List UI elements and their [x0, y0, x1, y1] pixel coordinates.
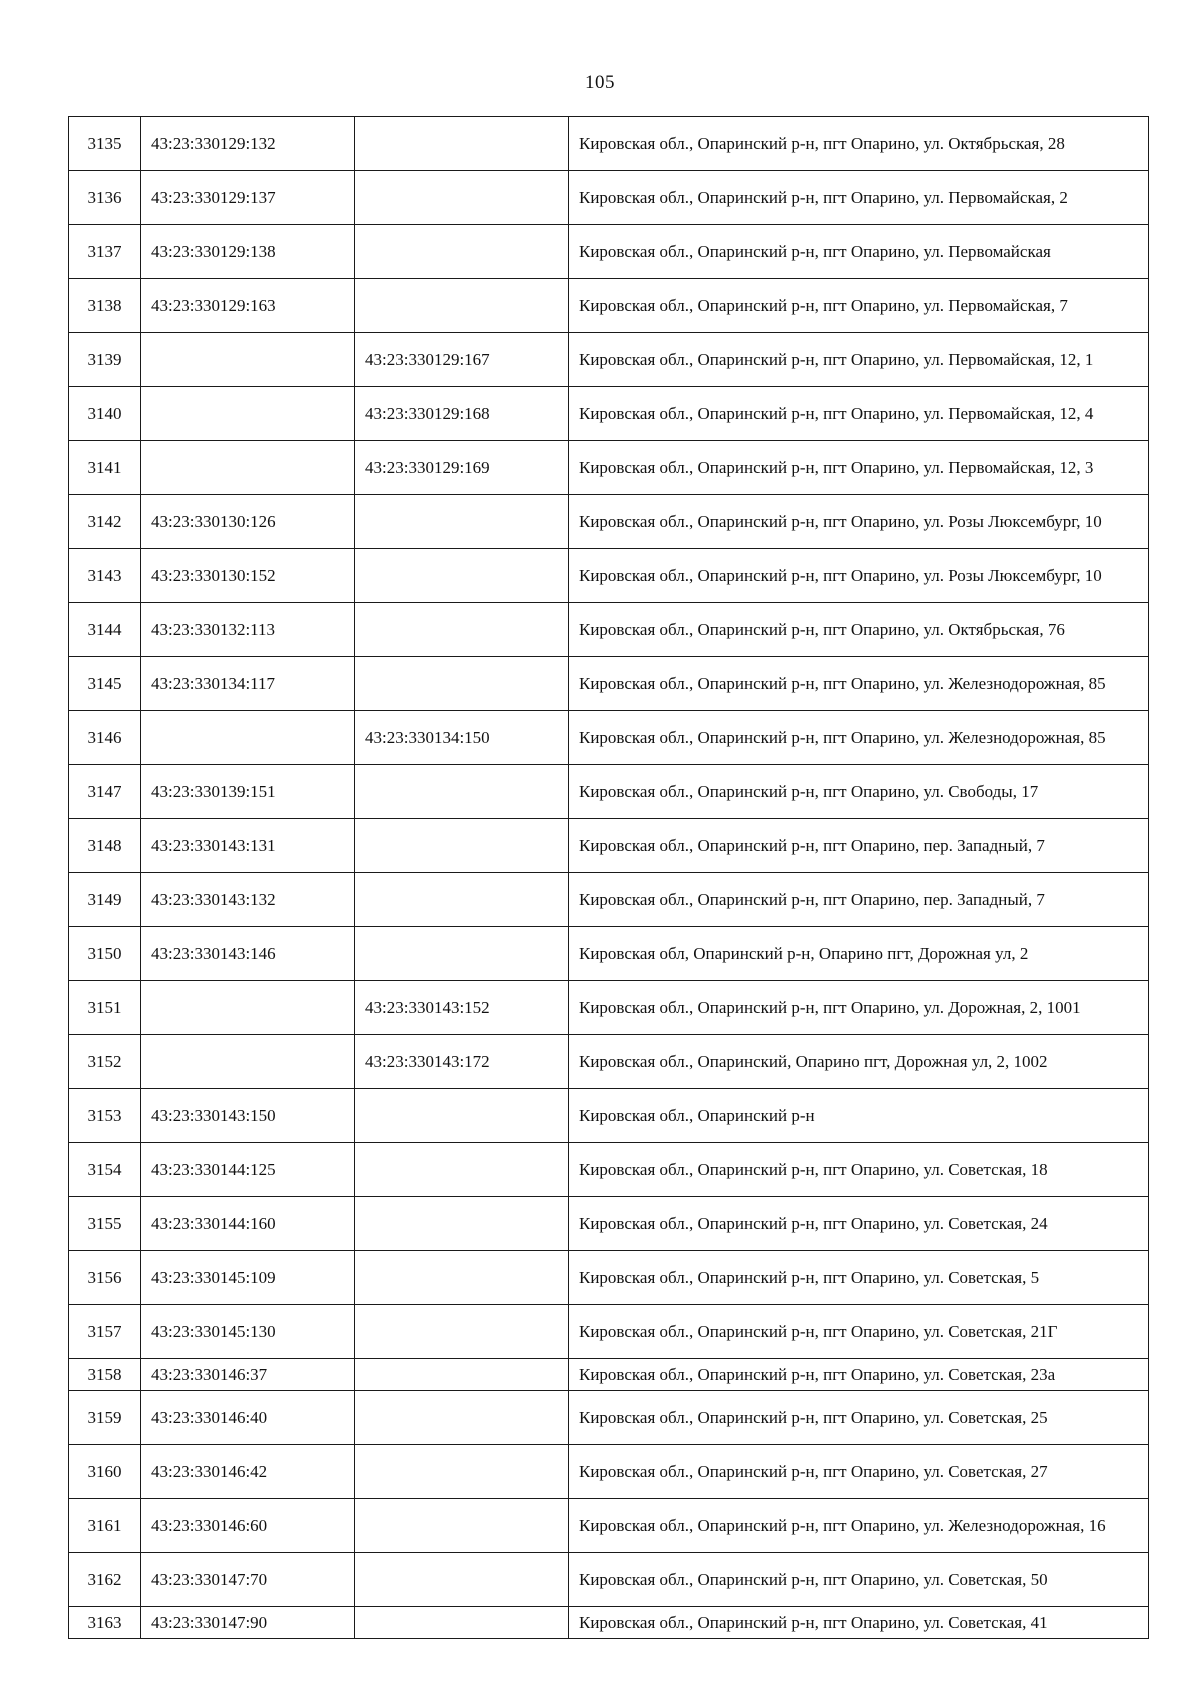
object-cadastral-number-cell — [355, 1445, 569, 1499]
table-row — [69, 1553, 1149, 1607]
row-number-cell: 3161 — [69, 1499, 141, 1553]
row-number-cell: 3136 — [69, 171, 141, 225]
cadastral-number-cell — [141, 711, 355, 765]
cadastral-number-cell: 43:23:330146:40 — [141, 1391, 355, 1445]
object-cadastral-number-cell — [355, 279, 569, 333]
row-number-cell: 3148 — [69, 819, 141, 873]
object-cadastral-number-cell — [355, 765, 569, 819]
row-number-cell: 3159 — [69, 1391, 141, 1445]
cadastral-number-cell: 43:23:330143:132 — [141, 873, 355, 927]
address-cell: Кировская обл., Опаринский, Опарино пгт, Дорожная ул, 2, 1002 — [569, 1035, 1149, 1089]
cadastral-number-cell: 43:23:330144:160 — [141, 1197, 355, 1251]
table-row — [69, 1143, 1149, 1197]
address-cell: Кировская обл., Опаринский р-н, пгт Опарино, пер. Западный, 7 — [569, 873, 1149, 927]
row-number-cell: 3142 — [69, 495, 141, 549]
address-cell: Кировская обл., Опаринский р-н, пгт Опарино, ул. Железнодорожная, 16 — [569, 1499, 1149, 1553]
row-number-cell: 3157 — [69, 1305, 141, 1359]
address-cell: Кировская обл., Опаринский р-н, пгт Опарино, ул. Октябрьская, 76 — [569, 603, 1149, 657]
row-number-cell: 3158 — [69, 1359, 141, 1391]
address-cell: Кировская обл., Опаринский р-н, пгт Опарино, ул. Советская, 24 — [569, 1197, 1149, 1251]
cadastral-number-cell: 43:23:330147:90 — [141, 1607, 355, 1639]
table-row — [69, 819, 1149, 873]
object-cadastral-number-cell: 43:23:330143:152 — [355, 981, 569, 1035]
table-row — [69, 1305, 1149, 1359]
object-cadastral-number-cell — [355, 873, 569, 927]
object-cadastral-number-cell: 43:23:330134:150 — [355, 711, 569, 765]
row-number-cell: 3150 — [69, 927, 141, 981]
address-cell: Кировская обл., Опаринский р-н, пгт Опарино, ул. Железнодорожная, 85 — [569, 711, 1149, 765]
address-cell: Кировская обл., Опаринский р-н, пгт Опарино, ул. Первомайская, 2 — [569, 171, 1149, 225]
table-row — [69, 765, 1149, 819]
row-number-cell: 3146 — [69, 711, 141, 765]
cadastral-number-cell: 43:23:330132:113 — [141, 603, 355, 657]
address-cell: Кировская обл., Опаринский р-н, пгт Опарино, ул. Свободы, 17 — [569, 765, 1149, 819]
object-cadastral-number-cell: 43:23:330129:168 — [355, 387, 569, 441]
object-cadastral-number-cell: 43:23:330143:172 — [355, 1035, 569, 1089]
cadastral-number-cell: 43:23:330144:125 — [141, 1143, 355, 1197]
table-row — [69, 117, 1149, 171]
address-cell: Кировская обл., Опаринский р-н, пгт Опарино, ул. Первомайская, 12, 4 — [569, 387, 1149, 441]
row-number-cell: 3156 — [69, 1251, 141, 1305]
cadastral-number-cell: 43:23:330143:146 — [141, 927, 355, 981]
address-cell: Кировская обл., Опаринский р-н, пгт Опарино, ул. Первомайская, 12, 1 — [569, 333, 1149, 387]
row-number-cell: 3162 — [69, 1553, 141, 1607]
cadastral-number-cell: 43:23:330146:42 — [141, 1445, 355, 1499]
cadastral-number-cell — [141, 387, 355, 441]
table-row — [69, 927, 1149, 981]
object-cadastral-number-cell — [355, 549, 569, 603]
row-number-cell: 3151 — [69, 981, 141, 1035]
object-cadastral-number-cell — [355, 1553, 569, 1607]
table-row — [69, 1089, 1149, 1143]
cadastral-number-cell: 43:23:330146:37 — [141, 1359, 355, 1391]
object-cadastral-number-cell — [355, 657, 569, 711]
address-cell: Кировская обл., Опаринский р-н — [569, 1089, 1149, 1143]
object-cadastral-number-cell — [355, 1607, 569, 1639]
table-row — [69, 279, 1149, 333]
page-number: 105 — [585, 72, 615, 93]
address-cell: Кировская обл., Опаринский р-н, пгт Опарино, ул. Советская, 27 — [569, 1445, 1149, 1499]
row-number-cell: 3141 — [69, 441, 141, 495]
object-cadastral-number-cell: 43:23:330129:167 — [355, 333, 569, 387]
table-row — [69, 1445, 1149, 1499]
row-number-cell: 3152 — [69, 1035, 141, 1089]
registry-table — [68, 116, 1149, 1639]
cadastral-number-cell: 43:23:330130:126 — [141, 495, 355, 549]
object-cadastral-number-cell: 43:23:330129:169 — [355, 441, 569, 495]
object-cadastral-number-cell — [355, 1499, 569, 1553]
row-number-cell: 3160 — [69, 1445, 141, 1499]
cadastral-number-cell: 43:23:330143:131 — [141, 819, 355, 873]
row-number-cell: 3163 — [69, 1607, 141, 1639]
cadastral-number-cell — [141, 333, 355, 387]
object-cadastral-number-cell — [355, 1089, 569, 1143]
cadastral-number-cell: 43:23:330130:152 — [141, 549, 355, 603]
table-row — [69, 657, 1149, 711]
cadastral-number-cell: 43:23:330139:151 — [141, 765, 355, 819]
cadastral-number-cell: 43:23:330146:60 — [141, 1499, 355, 1553]
table-row — [69, 387, 1149, 441]
cadastral-number-cell — [141, 1035, 355, 1089]
table-row — [69, 171, 1149, 225]
row-number-cell: 3140 — [69, 387, 141, 441]
cadastral-number-cell: 43:23:330129:163 — [141, 279, 355, 333]
row-number-cell: 3147 — [69, 765, 141, 819]
address-cell: Кировская обл., Опаринский р-н, пгт Опарино, ул. Советская, 41 — [569, 1607, 1149, 1639]
object-cadastral-number-cell — [355, 225, 569, 279]
address-cell: Кировская обл., Опаринский р-н, пгт Опарино, ул. Советская, 21Г — [569, 1305, 1149, 1359]
cadastral-number-cell: 43:23:330129:137 — [141, 171, 355, 225]
table-row — [69, 441, 1149, 495]
address-cell: Кировская обл., Опаринский р-н, пгт Опарино, ул. Советская, 25 — [569, 1391, 1149, 1445]
table-row — [69, 549, 1149, 603]
cadastral-number-cell: 43:23:330129:132 — [141, 117, 355, 171]
object-cadastral-number-cell — [355, 819, 569, 873]
row-number-cell: 3139 — [69, 333, 141, 387]
cadastral-number-cell — [141, 981, 355, 1035]
cadastral-number-cell: 43:23:330134:117 — [141, 657, 355, 711]
registry-table-body — [69, 117, 1149, 1639]
address-cell: Кировская обл., Опаринский р-н, пгт Опарино, ул. Советская, 23а — [569, 1359, 1149, 1391]
row-number-cell: 3138 — [69, 279, 141, 333]
address-cell: Кировская обл., Опаринский р-н, пгт Опарино, ул. Советская, 5 — [569, 1251, 1149, 1305]
address-cell: Кировская обл., Опаринский р-н, пгт Опарино, пер. Западный, 7 — [569, 819, 1149, 873]
table-row — [69, 603, 1149, 657]
address-cell: Кировская обл., Опаринский р-н, пгт Опарино, ул. Розы Люксембург, 10 — [569, 549, 1149, 603]
cadastral-number-cell: 43:23:330145:109 — [141, 1251, 355, 1305]
table-row — [69, 1035, 1149, 1089]
table-row — [69, 495, 1149, 549]
object-cadastral-number-cell — [355, 603, 569, 657]
object-cadastral-number-cell — [355, 171, 569, 225]
table-row — [69, 1251, 1149, 1305]
object-cadastral-number-cell — [355, 1391, 569, 1445]
row-number-cell: 3155 — [69, 1197, 141, 1251]
cadastral-number-cell — [141, 441, 355, 495]
cadastral-number-cell: 43:23:330145:130 — [141, 1305, 355, 1359]
address-cell: Кировская обл., Опаринский р-н, пгт Опарино, ул. Розы Люксембург, 10 — [569, 495, 1149, 549]
row-number-cell: 3144 — [69, 603, 141, 657]
address-cell: Кировская обл., Опаринский р-н, пгт Опарино, ул. Железнодорожная, 85 — [569, 657, 1149, 711]
row-number-cell: 3145 — [69, 657, 141, 711]
table-row — [69, 1607, 1149, 1639]
table-row — [69, 711, 1149, 765]
table-row — [69, 225, 1149, 279]
cadastral-number-cell: 43:23:330129:138 — [141, 225, 355, 279]
table-row — [69, 1499, 1149, 1553]
object-cadastral-number-cell — [355, 927, 569, 981]
object-cadastral-number-cell — [355, 1305, 569, 1359]
row-number-cell: 3153 — [69, 1089, 141, 1143]
object-cadastral-number-cell — [355, 1359, 569, 1391]
address-cell: Кировская обл, Опаринский р-н, Опарино пгт, Дорожная ул, 2 — [569, 927, 1149, 981]
cadastral-number-cell: 43:23:330147:70 — [141, 1553, 355, 1607]
table-row — [69, 873, 1149, 927]
row-number-cell: 3154 — [69, 1143, 141, 1197]
address-cell: Кировская обл., Опаринский р-н, пгт Опарино, ул. Дорожная, 2, 1001 — [569, 981, 1149, 1035]
table-row — [69, 1391, 1149, 1445]
object-cadastral-number-cell — [355, 1197, 569, 1251]
table-row — [69, 1197, 1149, 1251]
table-row — [69, 333, 1149, 387]
address-cell: Кировская обл., Опаринский р-н, пгт Опарино, ул. Первомайская, 7 — [569, 279, 1149, 333]
address-cell: Кировская обл., Опаринский р-н, пгт Опарино, ул. Советская, 18 — [569, 1143, 1149, 1197]
row-number-cell: 3143 — [69, 549, 141, 603]
cadastral-number-cell: 43:23:330143:150 — [141, 1089, 355, 1143]
row-number-cell: 3135 — [69, 117, 141, 171]
address-cell: Кировская обл., Опаринский р-н, пгт Опарино, ул. Первомайская, 12, 3 — [569, 441, 1149, 495]
table-row — [69, 981, 1149, 1035]
address-cell: Кировская обл., Опаринский р-н, пгт Опарино, ул. Советская, 50 — [569, 1553, 1149, 1607]
table-row — [69, 1359, 1149, 1391]
row-number-cell: 3149 — [69, 873, 141, 927]
object-cadastral-number-cell — [355, 495, 569, 549]
row-number-cell: 3137 — [69, 225, 141, 279]
object-cadastral-number-cell — [355, 117, 569, 171]
address-cell: Кировская обл., Опаринский р-н, пгт Опарино, ул. Октябрьская, 28 — [569, 117, 1149, 171]
object-cadastral-number-cell — [355, 1251, 569, 1305]
address-cell: Кировская обл., Опаринский р-н, пгт Опарино, ул. Первомайская — [569, 225, 1149, 279]
object-cadastral-number-cell — [355, 1143, 569, 1197]
